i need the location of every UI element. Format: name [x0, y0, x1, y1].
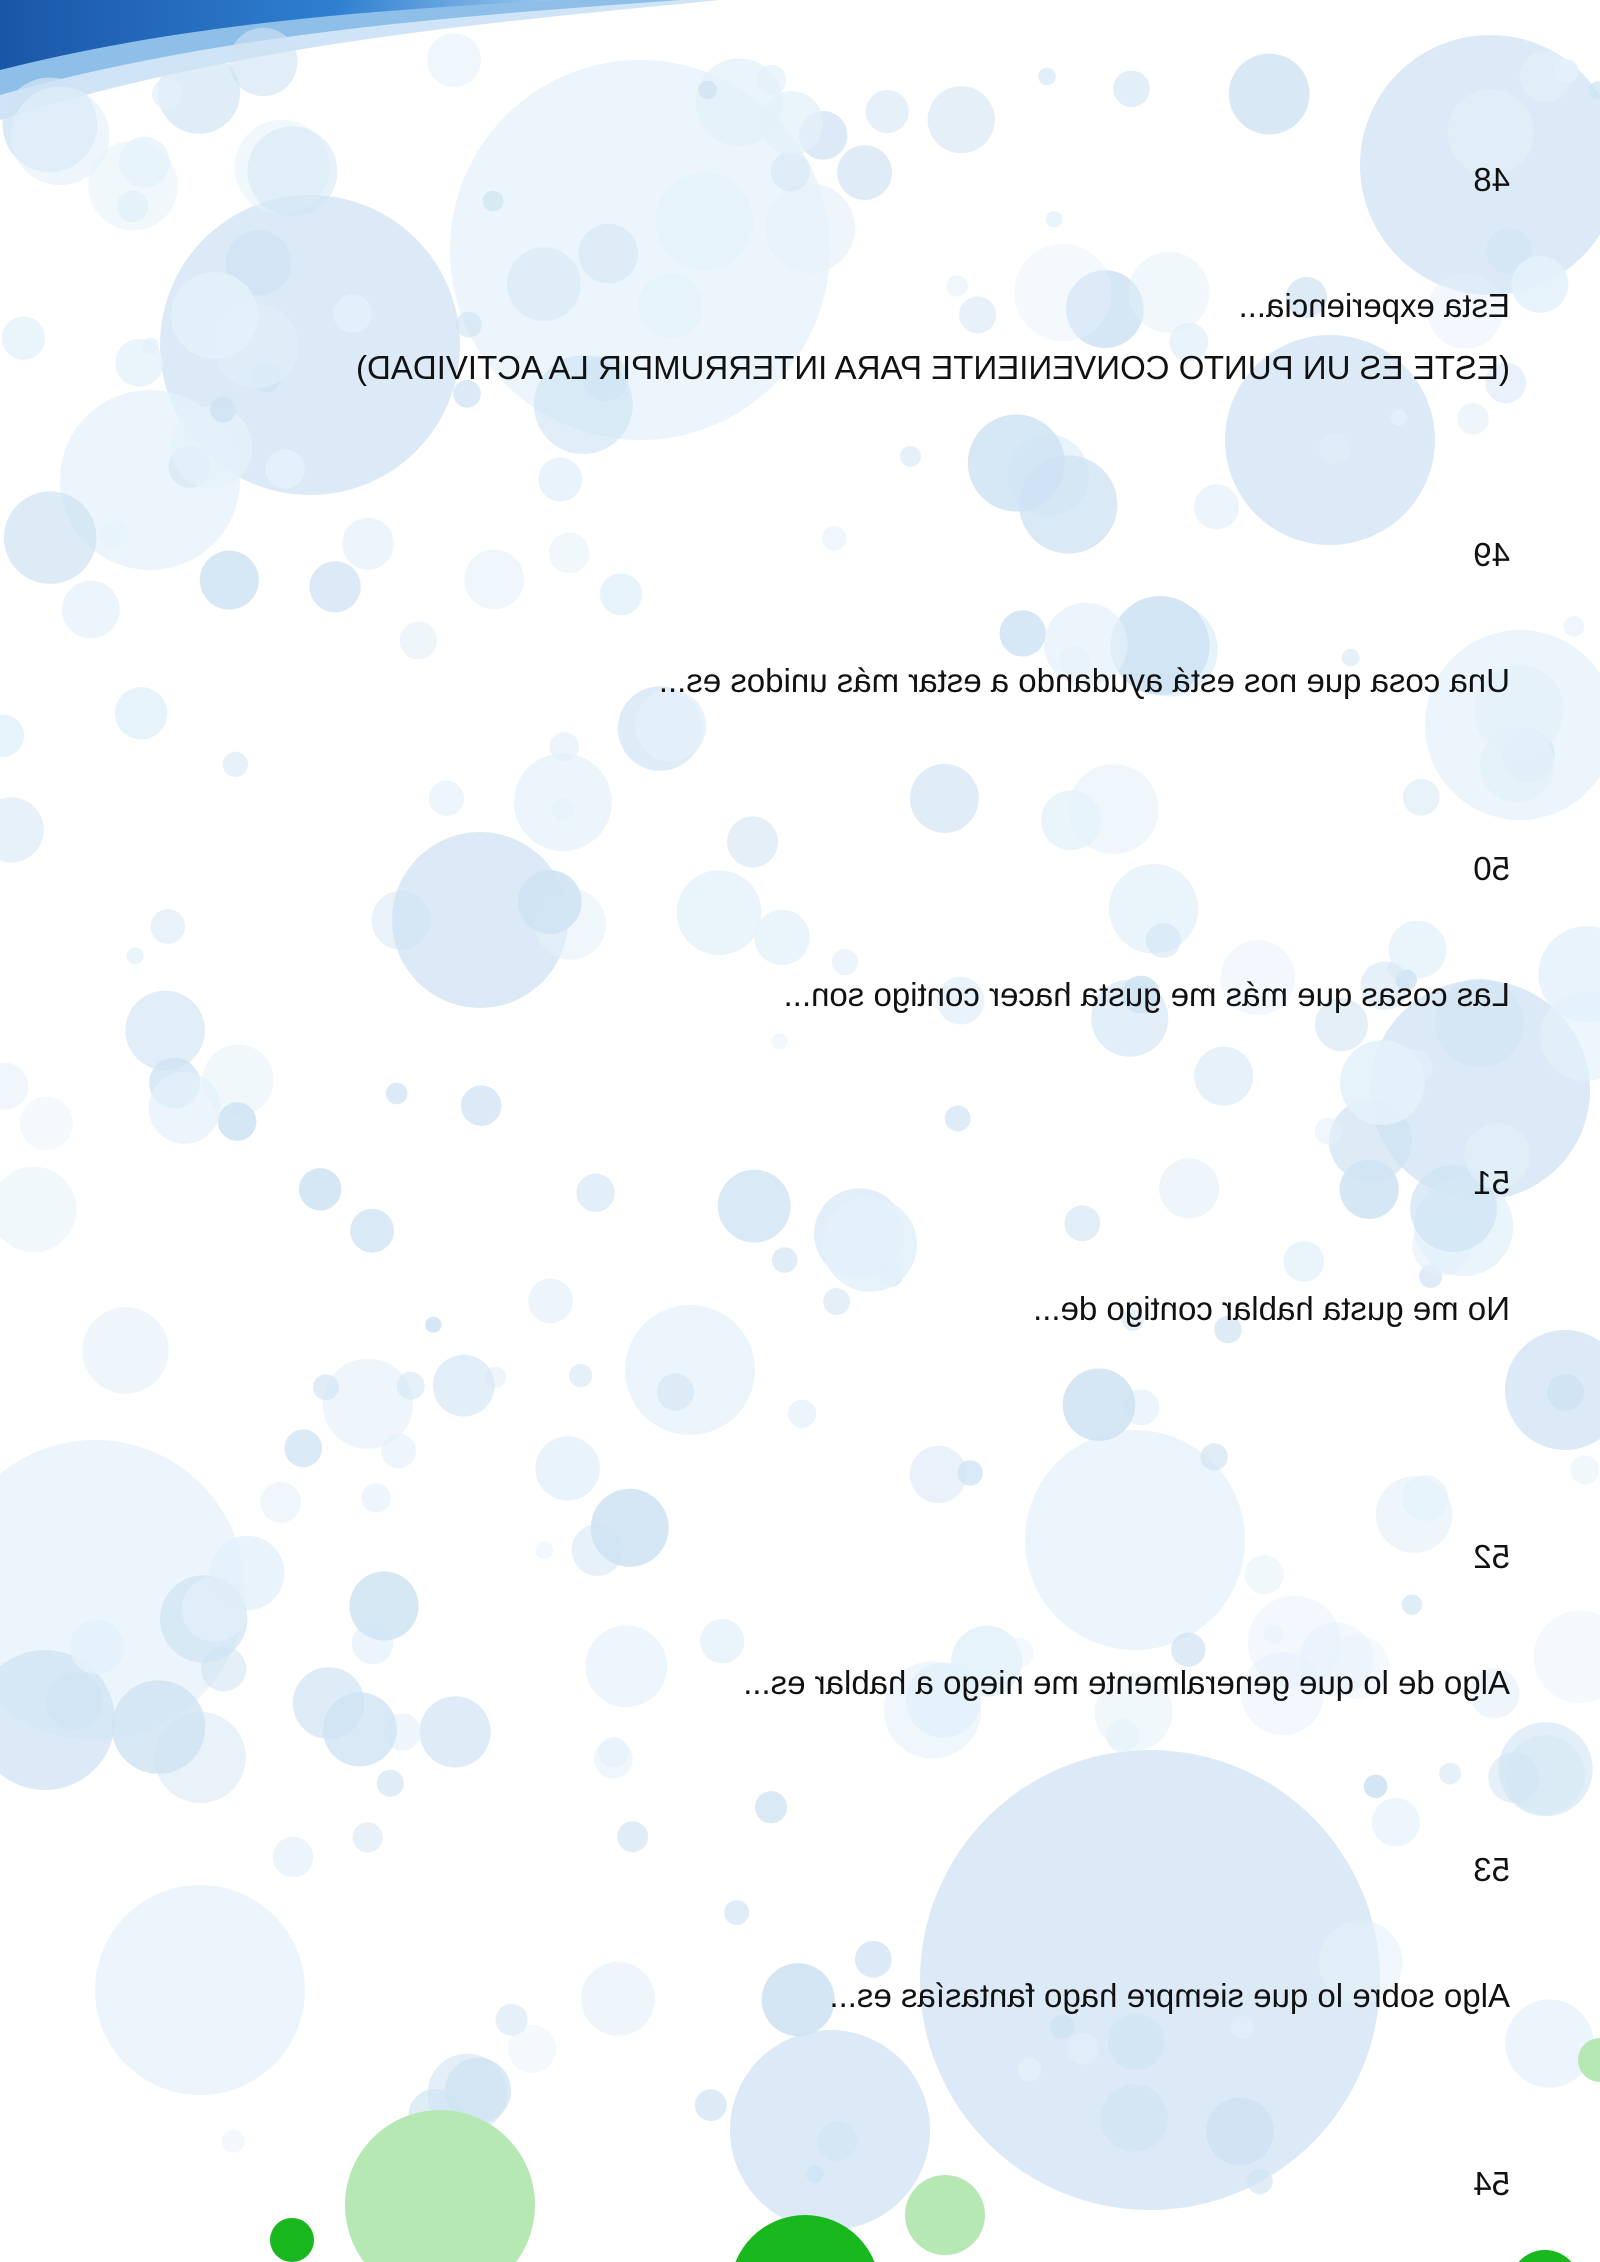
question-number: 48	[1473, 161, 1510, 198]
question-prompt: Esta experiencia...	[1238, 287, 1510, 324]
question-52	[210, 1537, 1510, 1703]
question-49	[210, 535, 1510, 701]
question-number: 54	[1473, 2165, 1510, 2202]
question-53	[210, 1850, 1510, 2016]
question-prompt: Las cosas que más me gusta hacer contigo son...	[783, 976, 1510, 1013]
question-number: 53	[1473, 1851, 1510, 1888]
question-note: (ESTE ES UN PUNTO CONVENIENTE PARA INTERRUMPIR LA ACTIVIDAD)	[356, 349, 1510, 386]
question-prompt: Algo de lo que generalmente me niego a hablar es...	[743, 1664, 1510, 1701]
question-number: 50	[1473, 850, 1510, 887]
question-prompt: No me gusta hablar contigo de...	[1033, 1290, 1510, 1327]
question-number: 51	[1473, 1164, 1510, 1201]
question-prompt: Una cosa que nos está ayudando a estar más unidos es...	[658, 662, 1510, 699]
question-number: 52	[1473, 1538, 1510, 1575]
question-51	[210, 1163, 1510, 1329]
question-number: 49	[1473, 536, 1510, 573]
question-54	[210, 2164, 1510, 2204]
question-50	[210, 849, 1510, 1015]
question-48	[210, 160, 1510, 388]
question-prompt: Algo sobre lo que siempre hago fantasías es...	[829, 1977, 1510, 2014]
